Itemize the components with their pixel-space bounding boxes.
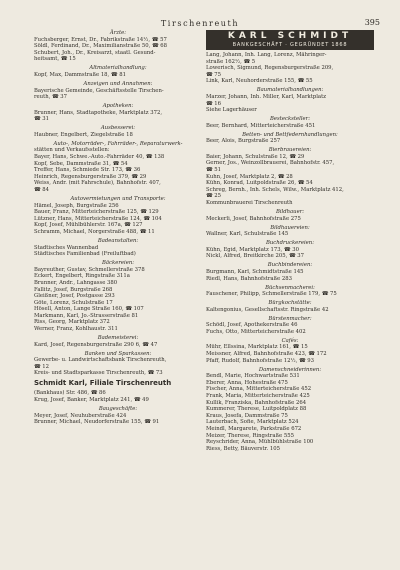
directory-section — [34, 125, 202, 138]
directory-section — [206, 147, 374, 206]
section-heading: Anzeigen und Annahmen: — [83, 80, 153, 87]
directory-entry: Schreg, Bernh., Inh. Schels, Wilw., Marktplatz 412, — [206, 186, 344, 193]
directory-section — [34, 390, 202, 403]
directory-section — [34, 260, 202, 333]
directory-section — [34, 335, 202, 348]
directory-entry: Brunner, Andr., Lahngasse 380 — [34, 279, 118, 286]
directory-entry: Kopf, Max, Dammstraße 18, ☎ 81 — [34, 71, 126, 78]
section-heading: Bildhauer: — [275, 209, 305, 216]
directory-entry: Brunner, Hans, Stadtapotheke, Marktplatz 372, — [34, 109, 163, 116]
directory-entry: Burgmann, Karl, Schmidtstraße 145 — [206, 268, 304, 275]
directory-section — [34, 81, 202, 101]
directory-section — [206, 316, 374, 336]
directory-entry: Meissner, Alfred, Bahnhofstraße 423, ☎ 172 — [206, 351, 327, 358]
section-heading: Bürstenmacher: — [268, 315, 312, 322]
directory-section — [34, 379, 202, 388]
directory-entry: Stadtisches Wannenbad — [34, 244, 99, 251]
directory-section — [206, 262, 374, 282]
directory-entry: Heinrich, Regensburgerstraße 379, ☎ 29 — [34, 173, 147, 180]
directory-entry: Kreis- und Stadtsparkasse Tirschenreuth, ☎ 73 — [34, 370, 163, 377]
directory-entry: reuth, ☎ 37 — [34, 94, 68, 101]
directory-section — [34, 238, 202, 258]
directory-entry: Eckert, Engelbert, Ringstraße 311a — [34, 273, 130, 280]
directory-entry: Bayer, Hans, Schwe.-Auto.-Fahrräder 40, ☎ 138 — [34, 154, 165, 161]
directory-entry: (Bankhaus) Str. 486, ☎ 86 — [34, 390, 106, 397]
directory-entry: ☎ 16 — [206, 100, 222, 107]
directory-entry: Marzer, Johann, Inh. Miller, Karl, Marktplatz — [206, 93, 326, 100]
directory-entry: Nickl, Alfred, Breitkirche 205, ☎ 37 — [206, 253, 304, 260]
directory-entry: Kühn, Konrad, Luitpoldstraße 26, ☎ 54 — [206, 180, 313, 187]
directory-entry: Kummerer, Therese, Luitpoldplatz 88 — [206, 406, 307, 413]
directory-entry: Fuchs, Otto, Mitterteicherstraße 402 — [206, 328, 306, 335]
section-heading: Badeanstalten: — [97, 237, 139, 244]
section-heading: Baugeschäfte: — [98, 405, 138, 412]
directory-entry: ☎ 84 — [34, 187, 50, 194]
directory-section — [34, 406, 202, 426]
directory-entry: Siehe Lagerhäuser — [206, 107, 257, 114]
directory-entry: Kard, Josef, Regensburgerstraße 290 6, ☎ 47 — [34, 341, 158, 348]
directory-entry: Städtisches Familienbad (Freiluftbad) — [34, 251, 136, 258]
directory-entry: Fuchsberger, Ernst, Dr., Fabrikstraße 14½, ☎ 57 — [34, 36, 167, 43]
section-heading: Apotheken: — [102, 103, 134, 110]
directory-entry: Markmann, Karl, Jo.-Strasserstraße 81 — [34, 312, 139, 319]
directory-section — [206, 132, 374, 145]
directory-entry: Haubner, Engelbert, Ziegelstraße 18 — [34, 131, 133, 138]
section-heading: Ärzte: — [109, 30, 127, 36]
directory-entry: Kraus, Josefa, Dammstraße 75 — [206, 412, 288, 419]
directory-entry: Beer, Alois, Burgstraße 257 — [206, 138, 281, 145]
directory-entry: ☎ 31 — [34, 116, 50, 123]
directory-entry: Schubert, Joh., Dr., Kreisarzt, staatl. Gesund- — [34, 49, 156, 56]
section-heading: Auto-, Motorräder-, Fahrräder-, Reparaturwerk- — [53, 140, 183, 147]
section-heading: Bürgkochstätte: — [268, 300, 312, 307]
section-heading: Buchdruckereien: — [265, 240, 315, 247]
directory-entry: Mühr, Ellssina, Marktplatz 161, ☎ 15 — [206, 344, 308, 351]
section-heading: Betten- und Bettfedernhandlungen: — [242, 131, 338, 138]
section-heading: Autovermietungen und Transporte: — [70, 196, 166, 202]
directory-section — [34, 65, 202, 78]
directory-entry: Link, Karl, Neuhorderstraße 155, ☎ 55 — [206, 78, 313, 85]
directory-entry: Söldl, Ferdinand, Dr., Maximilianstraße 50, ☎ 68 — [34, 43, 168, 50]
directory-section — [206, 116, 374, 129]
directory-entry: Bendl, Marie, Hochwartstraße 531 — [206, 373, 300, 380]
right-column — [206, 30, 374, 455]
directory-entry: Gewerbe- u. Landwirtschaftsbank Tirschenreuth, — [34, 357, 167, 364]
highlighted-entry: Schmidt Karl, Filiale Tirschenreuth — [34, 379, 172, 388]
directory-entry: ☎ 25 — [206, 193, 222, 200]
directory-section — [206, 52, 374, 85]
advertisement-banner — [206, 30, 374, 50]
directory-entry: Lauterbach, Sofie, Marktplatz 524 — [206, 419, 299, 426]
directory-section — [206, 209, 374, 222]
directory-entry: Riess, Betty, Bäuverstr. 105 — [206, 445, 280, 452]
directory-entry: Werner, Franz, Kohlhaustr. 311 — [34, 326, 118, 333]
directory-entry: Beer, Bernhard, Mitterteicherstraße 451 — [206, 122, 316, 129]
directory-section — [206, 285, 374, 298]
directory-entry: Kaltengonius, Gesellschaftsstr. Ringstraße 42 — [206, 306, 329, 313]
directory-section — [34, 141, 202, 194]
directory-entry: Lützner, Hans, Mitterteicherstraße 124, ☎ 104 — [34, 215, 162, 222]
directory-entry: Baier, Johann, Schulstraße 12, ☎ 29 — [206, 153, 305, 160]
directory-entry: Weiss, Andr. (mit Fahrschule), Bahnhofstr. 407, — [34, 180, 161, 187]
directory-entry: Schödl, Josef, Apothekerstraße 46 — [206, 322, 298, 329]
directory-section — [206, 87, 374, 113]
directory-entry: Riss, Georg, Marktplatz 372 — [34, 319, 110, 326]
section-heading: Bildhauereien: — [270, 224, 310, 231]
directory-entry: straße 162½, ☎ 5 — [206, 58, 256, 65]
directory-section — [34, 103, 202, 123]
section-heading: Damenschneiderinnen: — [258, 366, 322, 373]
directory-entry: Meindl, Margarete, Parkstraße 672 — [206, 425, 302, 432]
directory-entry: Riedl, Hans, Bahnhofstraße 283 — [206, 275, 292, 282]
directory-entry: Kopf, Sebe, Dammstraße 31, ☎ 54 — [34, 160, 128, 167]
section-heading: Baumaterialhandlungen: — [256, 87, 324, 94]
directory-entry: Bauer, Franz, Mitterteicherstraße 125, ☎ 129 — [34, 209, 159, 216]
directory-entry: Wallner, Karl, Schulstraße 145 — [206, 231, 289, 238]
directory-section — [206, 367, 374, 453]
section-heading: Cafés: — [281, 337, 299, 344]
advertisement-subtitle: BANKGESCHÄFT · GEGRÜNDET 1868 — [232, 42, 348, 48]
directory-entry: Meckerli, Josef, Bahnhofstraße 275 — [206, 215, 301, 222]
directory-entry: ☎ 75 — [206, 71, 222, 78]
page-number: 395 — [364, 18, 380, 27]
directory-entry: Lowerisch, Sigmund, Regensburgerstraße 209, — [206, 65, 334, 72]
section-heading: Büchsenmacherei: — [265, 284, 315, 291]
section-heading: Bäckereien: — [101, 260, 135, 267]
directory-entry: Treffer, Hans, Schmiede Str. 173, ☎ 36 — [34, 167, 141, 174]
directory-entry: Lang, Johann, Inh. Lang, Lorenz, Mähringer- — [206, 52, 327, 58]
section-heading: Bademeisterei: — [97, 335, 139, 342]
directory-section — [206, 338, 374, 364]
section-heading: Buchbindereien: — [267, 262, 313, 269]
running-head: Tirschenreuth — [160, 19, 240, 28]
directory-section — [206, 225, 374, 238]
directory-entry: Reyschrider, Anna, Mühlbühlstraße 100 — [206, 439, 314, 446]
directory-entry: Hösell, Anton, Lange Straße 160, ☎ 107 — [34, 306, 144, 313]
directory-entry: Schramm, Michael, Norgerstraße 488, ☎ 11 — [34, 228, 155, 235]
directory-entry: Kuhn, Josef, Marktplatz 2, ☎ 28 — [206, 173, 293, 180]
directory-section — [206, 240, 374, 260]
directory-entry: Kommunbrauerei Tirschenreuth — [206, 200, 293, 207]
directory-entry: Fauschener, Philipp, Schmellerstraße 179, ☎ 75 — [206, 291, 337, 298]
directory-entry: Eberer, Anna, Hohestraße 475 — [206, 379, 288, 386]
directory-section — [34, 351, 202, 377]
directory-entry: Bayreuther, Gustav, Schmellerstraße 378 — [34, 266, 145, 273]
directory-entry: Kühn, Egid, Marktplatz 173, ☎ 30 — [206, 246, 299, 253]
directory-entry: Frank, Maria, Mitterteicherstraße 425 — [206, 392, 310, 399]
directory-entry: Meyer, Josef, Neuhuberstraße 424 — [34, 412, 127, 419]
section-heading: Bierbrauereien: — [268, 147, 312, 154]
directory-section — [34, 30, 202, 63]
section-heading: Altmaterialhandlung: — [89, 65, 147, 72]
directory-entry: Fischer, Anna, Mitterteicherstraße 452 — [206, 386, 312, 393]
directory-entry: ☎ 12 — [34, 363, 50, 370]
section-heading: Ausbesserei: — [100, 125, 136, 132]
directory-entry: Göte, Lorenz, Schulstraße 17 — [34, 299, 113, 306]
left-column — [34, 30, 202, 428]
directory-entry: heitsamt, ☎ 15 — [34, 56, 76, 63]
directory-entry: Fallitz, Josef, Burgstraße 268 — [34, 286, 113, 293]
directory-entry: Gerner, Jos., Weinzollbrauerei, Bahnhofstr. 457, — [206, 160, 335, 167]
section-heading: Banken und Sparkassen: — [84, 350, 152, 357]
directory-entry: Pfaff, Rudolf, Bahnhofstraße 12½, ☎ 93 — [206, 357, 315, 364]
directory-entry: Brunner, Michael, Neudorferstraße 155, ☎ 91 — [34, 419, 160, 426]
directory-entry: Krug, Josef, Banker, Marktplatz 241, ☎ 49 — [34, 396, 149, 403]
directory-entry: Meizer, Therese, Ringstraße 555 — [206, 432, 294, 439]
advertisement-name: KARL SCHMIDT — [227, 31, 353, 41]
directory-section — [34, 196, 202, 236]
directory-entry: stätten und Verkaufsstellen: — [34, 147, 110, 154]
directory-entry: Hämel, Joseph, Burgstraße 256 — [34, 202, 119, 209]
directory-entry: Kullik, Franziska, Bahnhofstraße 264 — [206, 399, 307, 406]
directory-entry: Gleißner, Josef, Postgasse 293 — [34, 293, 115, 300]
directory-entry: ☎ 51 — [206, 167, 222, 174]
directory-entry: Kopf, Josef, Mühlbühlerstr. 167a, ☎ 127 — [34, 222, 143, 229]
section-heading: Bestecksteller: — [269, 116, 310, 123]
directory-section — [206, 300, 374, 313]
directory-entry: Bayerische Gemeinde, Geschäftsstelle Tirschen- — [34, 87, 164, 94]
